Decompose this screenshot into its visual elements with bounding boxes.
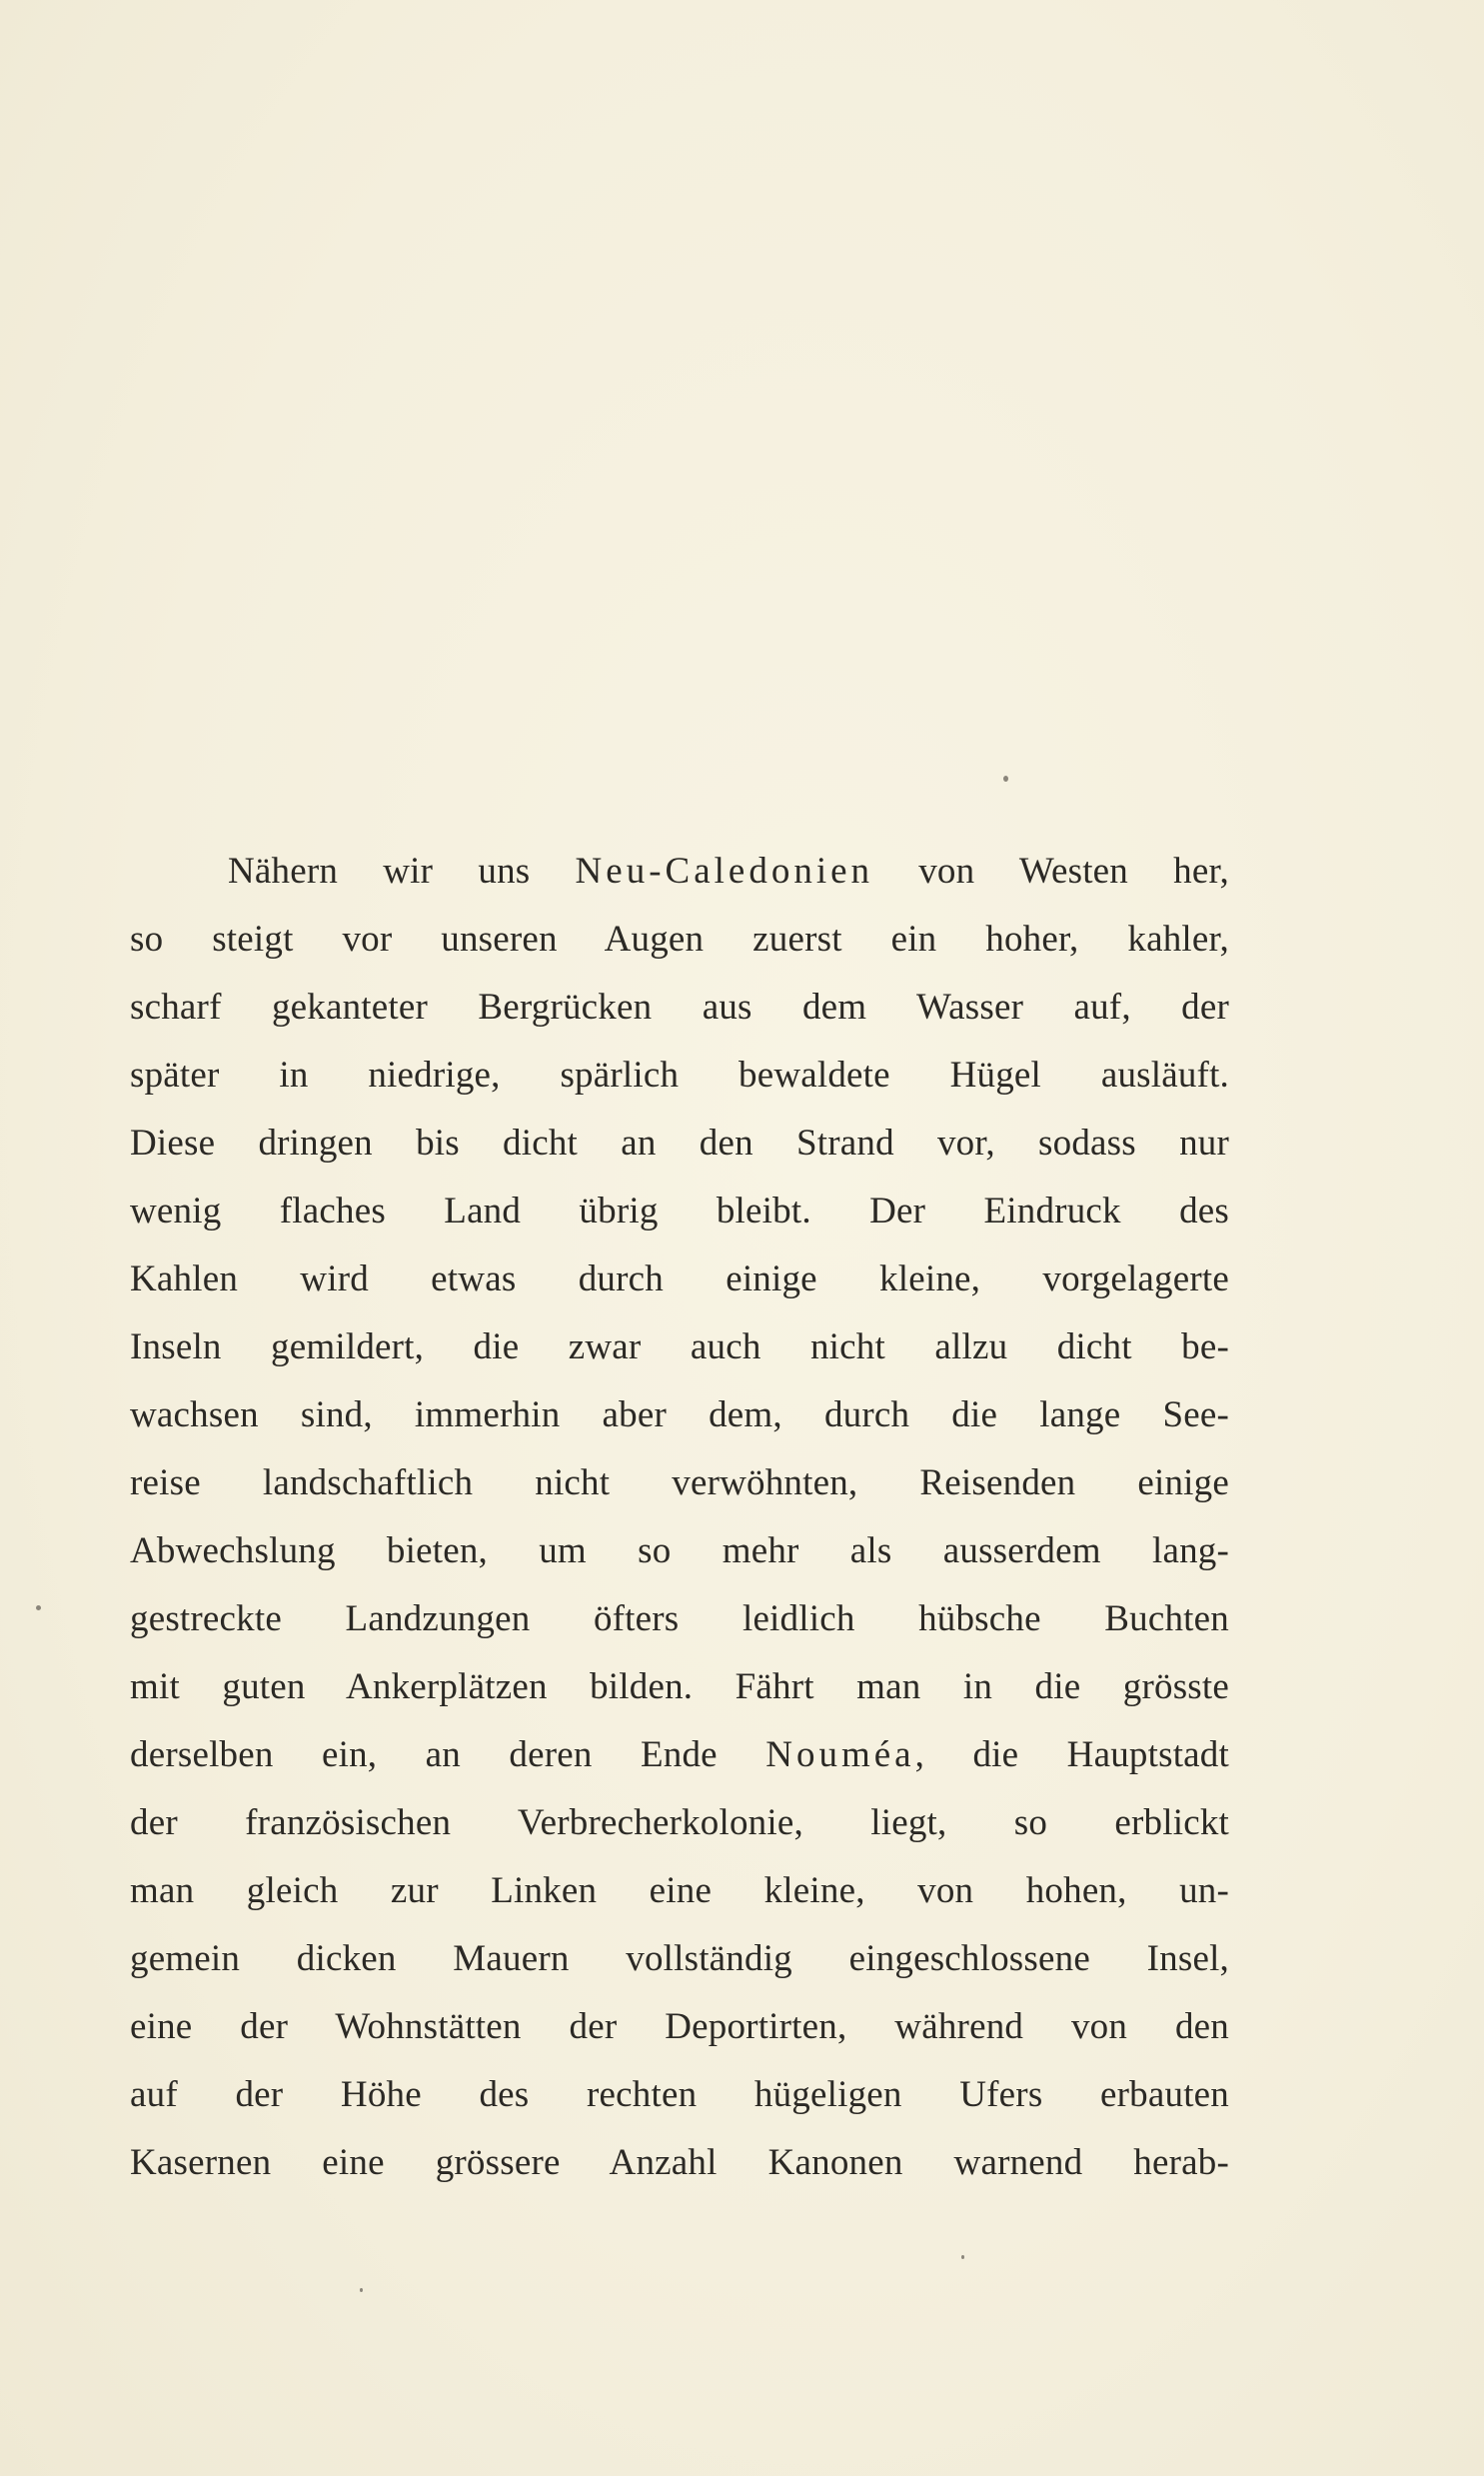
text-line — [130, 1110, 1229, 1178]
text-line — [130, 2129, 1229, 2197]
text-line — [130, 1381, 1229, 1449]
spaced-proper-noun: Neu-Caledonien — [575, 851, 874, 892]
text-segment: Kahlen wird etwas durch einige kleine, vorgelagerte — [130, 1258, 1229, 1299]
paper-speck — [1003, 776, 1008, 782]
text-segment: eine der Wohnstätten der Deportirten, während von den — [130, 2006, 1229, 2047]
text-segment: Abwechslung bieten, um so mehr als ausserdem lang- — [130, 1530, 1229, 1571]
text-line — [130, 1313, 1229, 1381]
text-segment: der französischen Verbrecherkolonie, liegt, so erblickt — [130, 1802, 1229, 1843]
text-segment: später in niedrige, spärlich bewaldete Hügel ausläuft. — [130, 1055, 1229, 1096]
text-line — [130, 1042, 1229, 1110]
text-line — [130, 1245, 1229, 1313]
text-segment: man gleich zur Linken eine kleine, von hohen, un- — [130, 1870, 1229, 1911]
paper-speck — [360, 2288, 363, 2292]
text-segment: Diese dringen bis dicht an den Strand vor, sodass nur — [130, 1123, 1229, 1164]
body-paragraph — [130, 838, 1229, 2197]
text-segment: gestreckte Landzungen öfters leidlich hübsche Buchten — [130, 1598, 1229, 1639]
text-segment: scharf gekanteter Bergrücken aus dem Wasser auf, der — [130, 987, 1229, 1028]
paper-speck — [961, 2255, 964, 2259]
text-segment: Nähern wir uns — [228, 851, 576, 892]
text-segment: wenig flaches Land übrig bleibt. Der Eindruck des — [130, 1191, 1229, 1232]
spaced-proper-noun: Nouméa — [765, 1734, 915, 1775]
text-line — [130, 1449, 1229, 1517]
paper-speck — [36, 1605, 41, 1610]
text-segment: wachsen sind, immerhin aber dem, durch die lange See- — [130, 1394, 1229, 1435]
text-segment: , die Hauptstadt — [914, 1734, 1229, 1775]
text-line — [130, 2061, 1229, 2129]
text-line — [130, 838, 1229, 906]
text-line — [130, 1925, 1229, 1993]
text-segment: derselben ein, an deren Ende — [130, 1734, 766, 1775]
text-segment: gemein dicken Mauern vollständig eingeschlossene Insel, — [130, 1938, 1229, 1979]
text-line — [130, 1857, 1229, 1925]
text-segment: reise landschaftlich nicht verwöhnten, Reisenden einige — [130, 1462, 1229, 1503]
text-line — [130, 1993, 1229, 2061]
text-line — [130, 1789, 1229, 1857]
text-line — [130, 1653, 1229, 1721]
text-line — [130, 906, 1229, 974]
text-segment: Kasernen eine grössere Anzahl Kanonen warnend herab- — [130, 2142, 1229, 2183]
text-segment: von Westen her, — [873, 851, 1229, 892]
text-segment: auf der Höhe des rechten hügeligen Ufers erbauten — [130, 2074, 1229, 2115]
text-segment: so steigt vor unseren Augen zuerst ein hoher, kahler, — [130, 919, 1229, 960]
text-line — [130, 1721, 1229, 1789]
text-line — [130, 1585, 1229, 1653]
text-segment: Inseln gemildert, die zwar auch nicht allzu dicht be- — [130, 1326, 1229, 1367]
text-line — [130, 974, 1229, 1042]
text-line — [130, 1178, 1229, 1245]
text-line — [130, 1517, 1229, 1585]
text-segment: mit guten Ankerplätzen bilden. Fährt man in die grösste — [130, 1666, 1229, 1707]
